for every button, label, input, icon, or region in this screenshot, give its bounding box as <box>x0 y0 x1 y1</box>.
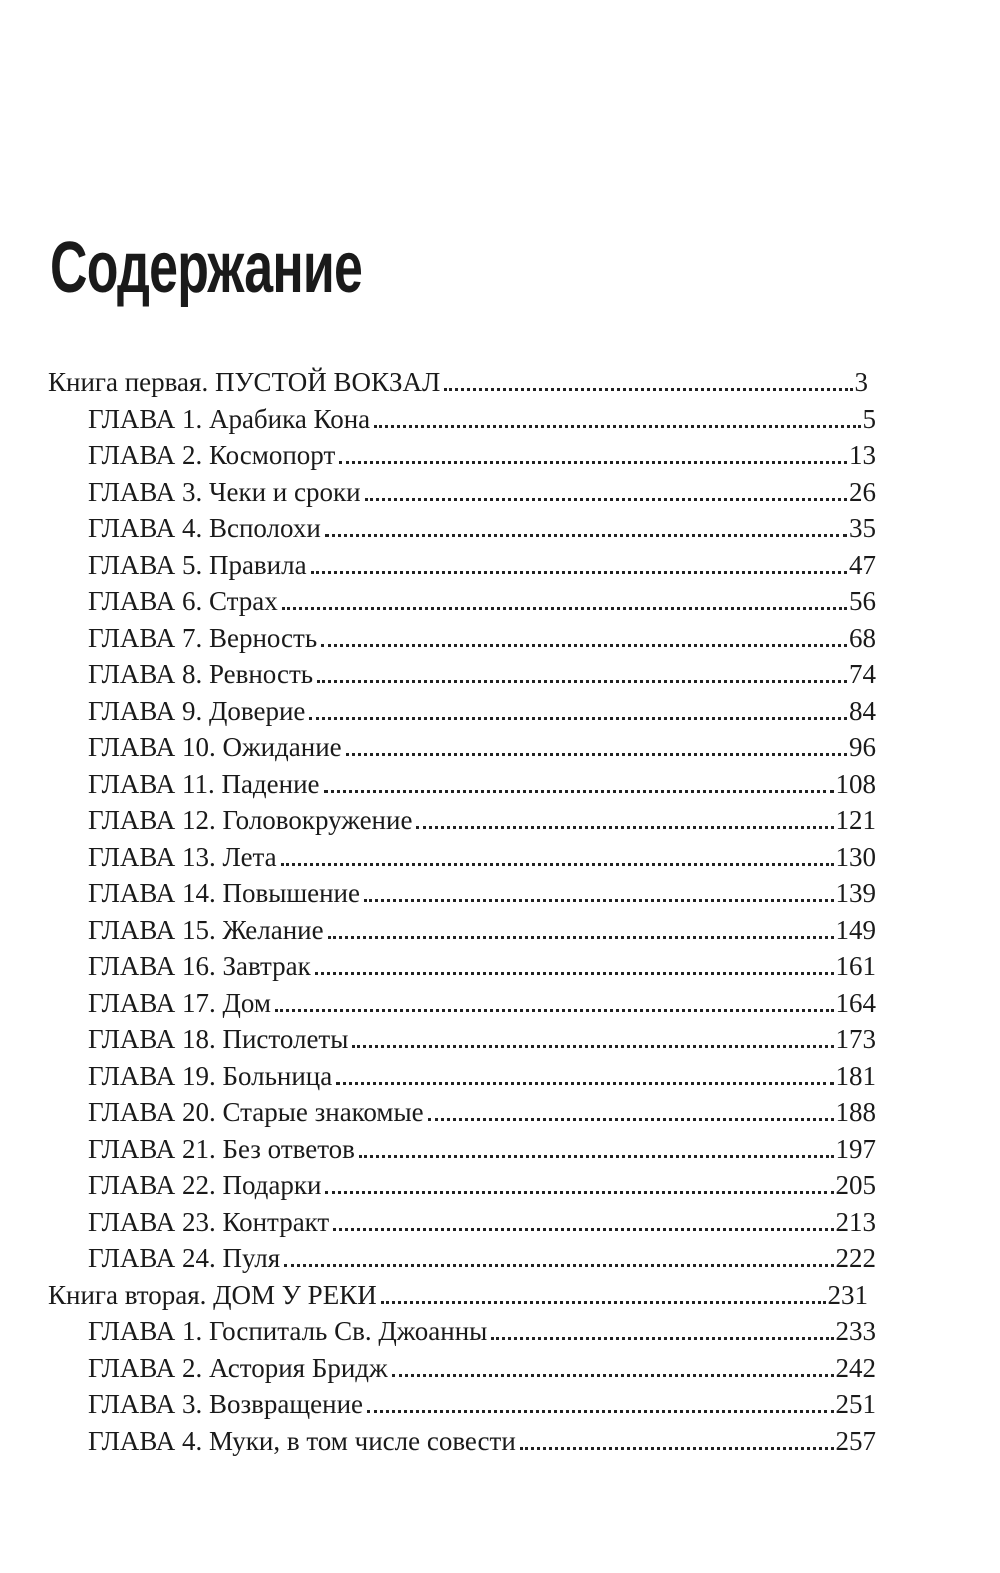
toc-page-number: 35 <box>849 513 876 543</box>
toc-entry-chapter <box>88 620 876 656</box>
toc-entry-label: ГЛАВА 1. Арабика Кона <box>88 403 371 434</box>
toc-page-number: 242 <box>835 1352 876 1383</box>
toc-leader <box>324 790 834 793</box>
toc-entry-chapter <box>88 839 876 875</box>
toc-page-number: 84 <box>849 695 876 726</box>
toc-entry-label: ГЛАВА 5. Правила <box>88 549 307 580</box>
toc-entry-label: Книга вторая. ДОМ У РЕКИ <box>48 1279 377 1310</box>
toc-leader <box>520 1447 834 1450</box>
toc-entry-chapter <box>88 656 876 692</box>
toc-leader <box>321 644 847 647</box>
toc-entry-chapter <box>88 802 876 838</box>
toc-leader <box>309 717 847 720</box>
toc-leader <box>325 534 847 537</box>
toc-page-number: 13 <box>849 440 876 470</box>
toc-page-number: 47 <box>849 549 876 580</box>
toc-entry-label: ГЛАВА 24. Пуля <box>88 1243 281 1273</box>
toc-entry-chapter <box>88 693 876 729</box>
toc-entry-label: ГЛАВА 7. Верность <box>88 622 318 653</box>
toc-entry-label: ГЛАВА 10. Ожидание <box>88 732 342 762</box>
toc-page-number: 139 <box>835 878 876 908</box>
toc-entry-label: ГЛАВА 23. Контракт <box>88 1206 330 1237</box>
toc-leader <box>281 863 834 866</box>
toc-entry-label: ГЛАВА 14. Повышение <box>88 878 360 908</box>
toc-page-number: 164 <box>835 987 876 1018</box>
toc-leader <box>444 388 852 391</box>
toc-entry-label: ГЛАВА 21. Без ответов <box>88 1133 355 1164</box>
toc-entry-chapter <box>88 1094 876 1130</box>
toc-leader <box>374 425 860 428</box>
toc-entry-chapter <box>88 583 876 619</box>
toc-entry-chapter <box>88 1386 876 1422</box>
toc-entry-chapter <box>88 1021 876 1057</box>
page-title: Содержание <box>50 228 363 308</box>
toc-page-number: 231 <box>827 1279 868 1310</box>
toc-leader <box>336 1082 833 1085</box>
toc-page-number: 121 <box>835 805 876 835</box>
toc-page-number: 251 <box>835 1389 876 1419</box>
toc-leader <box>365 498 847 501</box>
toc-leader <box>339 461 847 464</box>
toc-leader <box>282 607 847 610</box>
toc-page-number: 108 <box>835 768 876 799</box>
toc-entry-label: ГЛАВА 18. Пистолеты <box>88 1024 349 1054</box>
toc-page-number: 205 <box>835 1170 876 1200</box>
toc-page-number: 181 <box>835 1060 876 1091</box>
toc-entry-label: ГЛАВА 16. Завтрак <box>88 951 311 981</box>
toc-entry-label: ГЛАВА 3. Чеки и сроки <box>88 476 361 507</box>
toc-page-number: 188 <box>835 1097 876 1127</box>
toc-entry-chapter <box>88 875 876 911</box>
toc-entry-book <box>48 1277 868 1313</box>
toc-leader <box>315 972 834 975</box>
toc-entry-label: ГЛАВА 3. Возвращение <box>88 1389 364 1419</box>
toc-entry-label: ГЛАВА 13. Лета <box>88 841 277 872</box>
toc-page-number: 213 <box>835 1206 876 1237</box>
toc-entry-label: ГЛАВА 2. Космопорт <box>88 440 336 470</box>
toc-page-number: 130 <box>835 841 876 872</box>
toc-page-number: 96 <box>849 732 876 762</box>
toc-leader <box>275 1009 834 1012</box>
toc-entry-label: ГЛАВА 15. Желание <box>88 914 324 945</box>
toc-entry-chapter <box>88 474 876 510</box>
toc-page-number: 173 <box>835 1024 876 1054</box>
toc-page-number: 161 <box>835 951 876 981</box>
toc-leader <box>284 1264 833 1267</box>
toc-entry-chapter <box>88 401 876 437</box>
toc-leader <box>364 899 834 902</box>
toc-entry-chapter <box>88 1350 876 1386</box>
toc-page-number: 222 <box>835 1243 876 1273</box>
toc-entry-label: ГЛАВА 20. Старые знакомые <box>88 1097 424 1127</box>
toc-leader <box>491 1337 833 1340</box>
toc-page-number: 56 <box>849 586 876 616</box>
toc-page-number: 257 <box>835 1425 876 1456</box>
toc-page-number: 26 <box>849 476 876 507</box>
toc-leader <box>333 1228 833 1231</box>
toc-page-number: 197 <box>835 1133 876 1164</box>
toc-entry-chapter <box>88 1240 876 1276</box>
toc-entry-label: ГЛАВА 22. Подарки <box>88 1170 322 1200</box>
toc-leader <box>325 1191 833 1194</box>
toc-entry-chapter <box>88 912 876 948</box>
toc-leader <box>311 571 847 574</box>
toc-entry-chapter <box>88 729 876 765</box>
toc-page-number: 233 <box>835 1316 876 1346</box>
toc-entry-label: ГЛАВА 4. Муки, в том числе совести <box>88 1425 516 1456</box>
toc-entry-label: ГЛАВА 9. Доверие <box>88 695 306 726</box>
toc-entry-chapter <box>88 437 876 473</box>
toc-leader <box>328 936 834 939</box>
toc-entry-chapter <box>88 985 876 1021</box>
toc-entry-label: ГЛАВА 8. Ревность <box>88 659 314 689</box>
toc-entry-label: ГЛАВА 11. Падение <box>88 768 320 799</box>
toc-leader <box>346 753 847 756</box>
toc-leader <box>381 1301 826 1304</box>
toc-entry-chapter <box>88 1058 876 1094</box>
toc-leader <box>428 1118 834 1121</box>
toc-entry-label: ГЛАВА 2. Астория Бридж <box>88 1352 388 1383</box>
toc-entry-chapter <box>88 510 876 546</box>
toc-leader <box>392 1374 834 1377</box>
toc-entry-chapter <box>88 547 876 583</box>
toc-entry-label: ГЛАВА 17. Дом <box>88 987 271 1018</box>
toc-leader <box>352 1045 833 1048</box>
toc-entry-label: ГЛАВА 19. Больница <box>88 1060 333 1091</box>
toc-leader <box>367 1410 833 1413</box>
toc-entry-label: ГЛАВА 12. Головокружение <box>88 805 413 835</box>
toc-entry-chapter <box>88 1167 876 1203</box>
toc-entry-label: ГЛАВА 6. Страх <box>88 586 278 616</box>
toc-entry-book <box>48 364 868 400</box>
toc-entry-label: Книга первая. ПУСТОЙ ВОКЗАЛ <box>48 367 441 397</box>
toc-entry-chapter <box>88 1204 876 1240</box>
toc-entry-chapter <box>88 948 876 984</box>
toc-leader <box>317 680 847 683</box>
toc-leader <box>359 1155 834 1158</box>
toc-page-number: 74 <box>849 659 876 689</box>
toc-entry-label: ГЛАВА 1. Госпиталь Св. Джоанны <box>88 1316 488 1346</box>
toc-page-number: 68 <box>849 622 876 653</box>
toc-page-number: 5 <box>862 403 876 434</box>
toc-page-number: 149 <box>835 914 876 945</box>
toc-entry-label: ГЛАВА 4. Всполохи <box>88 513 321 543</box>
toc-page-number: 3 <box>854 367 868 397</box>
toc-entry-chapter <box>88 1423 876 1459</box>
toc-leader <box>416 826 833 829</box>
toc-entry-chapter <box>88 1131 876 1167</box>
toc-entry-chapter <box>88 766 876 802</box>
toc-entry-chapter <box>88 1313 876 1349</box>
